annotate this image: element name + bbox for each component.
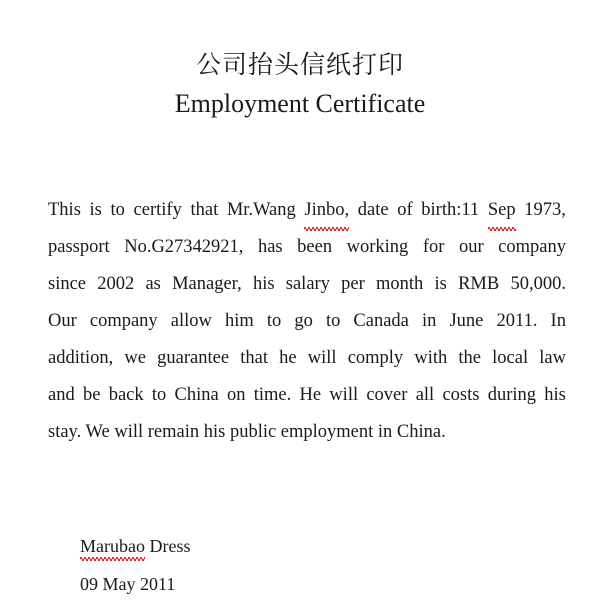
body-word: and	[48, 385, 75, 405]
document-title-english: Employment Certificate	[174, 89, 426, 118]
body-word: He	[299, 385, 322, 405]
body-line	[48, 266, 566, 303]
body-word: cover	[366, 385, 408, 405]
body-word: working	[346, 237, 409, 257]
body-word: This	[48, 200, 81, 220]
body-word: guarantee	[157, 348, 230, 368]
body-word: local	[492, 348, 529, 368]
body-word: passport	[48, 237, 110, 257]
body-word: company	[498, 237, 566, 257]
body-word: allow	[170, 311, 212, 331]
body-word: go	[294, 311, 313, 331]
body-word: on	[226, 385, 246, 405]
body-word: our	[458, 237, 484, 257]
body-line	[48, 340, 566, 377]
body-word	[488, 192, 516, 229]
body-word: during	[487, 385, 536, 405]
body-word: that	[240, 348, 268, 368]
body-word	[304, 192, 349, 229]
body-line	[48, 377, 566, 414]
body-word: as	[145, 274, 161, 294]
body-word: is	[89, 200, 102, 220]
body-word: June	[449, 311, 484, 331]
body-line	[48, 303, 566, 340]
body-word: with	[414, 348, 448, 368]
body-word: birth:11	[421, 200, 480, 220]
body-word: 2002	[97, 274, 135, 294]
body-word: for	[422, 237, 445, 257]
body-word: to	[151, 385, 167, 405]
body-word: Mr.Wang	[226, 200, 296, 220]
body-word: be	[82, 385, 101, 405]
signature-date: 09 May 2011	[80, 574, 176, 594]
body-word: is	[434, 274, 447, 294]
body-line	[48, 229, 566, 266]
body-word: time.	[253, 385, 292, 405]
title-block	[0, 48, 600, 122]
body-word: to	[110, 200, 125, 220]
body-word: in	[422, 311, 437, 331]
body-word: RMB	[458, 274, 500, 294]
body-line	[48, 192, 566, 229]
body-word: costs	[442, 385, 480, 405]
body-word: No.G27342921,	[124, 237, 244, 257]
body-word: to	[325, 311, 341, 331]
body-word: will	[307, 348, 337, 368]
body-word: Manager,	[172, 274, 242, 294]
body-word: 50,000.	[510, 274, 566, 294]
body-word: his	[252, 274, 275, 294]
body-word: the	[458, 348, 481, 368]
body-word: certify	[133, 200, 182, 220]
signature-name-rest: Dress	[144, 536, 191, 556]
body-word: month	[376, 274, 424, 294]
body-word: addition,	[48, 348, 114, 368]
signature-name-misspelled: Marubao	[80, 533, 145, 559]
body-word: Canada	[353, 311, 409, 331]
body-word: company	[89, 311, 158, 331]
body-word: China	[174, 385, 219, 405]
body-word: that	[190, 200, 219, 220]
body-word: law	[539, 348, 566, 368]
body-word: has	[257, 237, 283, 257]
signature-block	[80, 533, 480, 597]
body-word: he	[279, 348, 297, 368]
body-word: to	[266, 311, 282, 331]
body-word: will	[329, 385, 359, 405]
misspelled-word: Sep	[488, 192, 516, 229]
body-word: of	[397, 200, 413, 220]
misspelled-word: Jinbo,	[304, 192, 349, 229]
body-word: been	[297, 237, 333, 257]
body-word: him	[224, 311, 254, 331]
body-word: 2011.	[496, 311, 538, 331]
document-title-chinese: 公司抬头信纸打印	[195, 50, 404, 79]
body-word: since	[48, 274, 87, 294]
body-line: stay. We will remain his public employment in China.	[48, 422, 446, 442]
body-word: Our	[48, 311, 77, 331]
body-word: back	[108, 385, 144, 405]
body-word: 1973,	[524, 200, 566, 220]
body-word: we	[124, 348, 146, 368]
body-word: In	[550, 311, 566, 331]
body-word: comply	[347, 348, 404, 368]
body-word: all	[415, 385, 435, 405]
body-word: per	[341, 274, 365, 294]
signature-name	[80, 533, 480, 559]
document-body	[48, 192, 566, 451]
body-word: salary	[285, 274, 330, 294]
body-word: date	[357, 200, 389, 220]
body-word: his	[544, 385, 566, 405]
